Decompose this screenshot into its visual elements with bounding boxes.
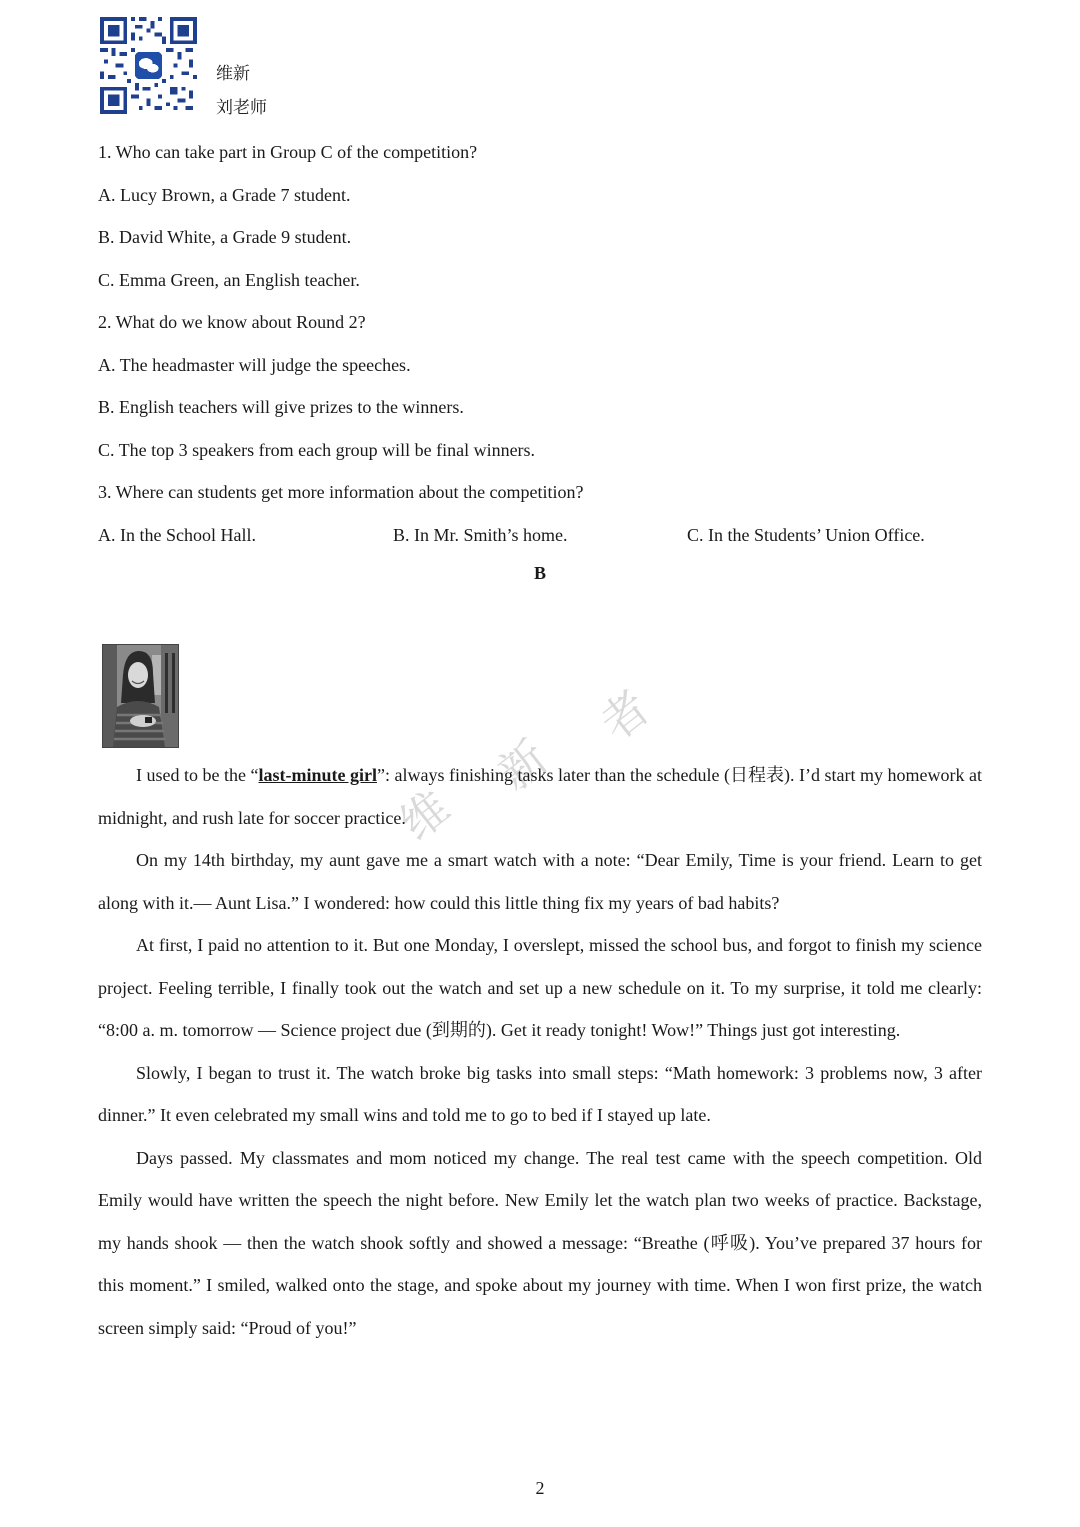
keyword-phrase: last-minute girl — [258, 765, 377, 785]
paragraph-4: Slowly, I began to trust it. The watch broke big tasks into small steps: “Math homework: 3 problems now, 3 after dinner.” It even celebrated my small wins and told me to go to bed if I stayed up late. — [98, 1062, 982, 1125]
section-title: B — [533, 563, 546, 583]
question-2-stem: 2. What do we know about Round 2? — [98, 312, 366, 332]
paragraph-3: At first, I paid no attention to it. But one Monday, I overslept, missed the school bus, and forgot to finish my science project. Feeling terrible, I finally took out the watch and set up a new schedule on it. To my surprise, it told me clearly: “8:00 a. m. tomorrow — Science project due (到期的). Get it ready tonight! Wow!” Things just got interesting. — [98, 935, 982, 1040]
reading-passage — [98, 754, 982, 1349]
question-1-option-b: B. David White, a Grade 9 student. — [98, 227, 352, 247]
question-1-option-a: A. Lucy Brown, a Grade 7 student. — [98, 184, 351, 205]
paragraph-5: Days passed. My classmates and mom noticed my change. The real test came with the speech competition. Old Emily would have written the speech the night before. New Emily let the watch plan two weeks of practice. Backstage, my hands shook — then the watch shook softly and showed a message: “Breathe (呼吸). You’ve prepared 37 hours for this moment.” I smiled, walked onto the stage, and spoke about my journey with time. When I won first prize, the watch screen simply said: “Proud of you!” — [98, 1147, 982, 1338]
girl-photo — [102, 644, 179, 748]
question-3-option-b: B. In Mr. Smith’s home. — [393, 524, 568, 545]
watermark-char: 维 — [390, 779, 460, 851]
paragraph-1-start: I used to be the “ — [136, 765, 259, 785]
watermark-char: 新 — [488, 729, 558, 801]
contact-teacher: 刘老师 — [216, 98, 267, 117]
question-3-option-c: C. In the Students’ Union Office. — [687, 524, 925, 545]
question-2-option-c: C. The top 3 speakers from each group will be final winners. — [98, 439, 536, 460]
qr-code-icon — [100, 17, 197, 114]
question-2-option-a: A. The headmaster will judge the speeches. — [98, 354, 411, 375]
question-2-option-b: B. English teachers will give prizes to the winners. — [98, 397, 464, 417]
paragraph-1-rest: ”: always finishing tasks later than the schedule (日程表). I’d start my homework at midnight, and rush late for soccer practice. — [98, 765, 982, 828]
page-number: 2 — [535, 1478, 545, 1498]
paragraph-1 — [98, 754, 982, 839]
contact-info — [216, 57, 267, 125]
question-3-options — [98, 514, 982, 557]
contact-name: 维新 — [216, 64, 250, 83]
question-block — [98, 131, 982, 556]
question-3-option-a: A. In the School Hall. — [98, 524, 256, 545]
question-1-stem: 1. Who can take part in Group C of the competition? — [98, 142, 478, 162]
question-3-stem: 3. Where can students get more information about the competition? — [98, 482, 584, 502]
question-1-option-c: C. Emma Green, an English teacher. — [98, 269, 360, 290]
paragraph-2: On my 14th birthday, my aunt gave me a smart watch with a note: “Dear Emily, Time is your friend. Learn to get along with it.— Aunt Lisa.” I wondered: how could this little thing fix my years of bad habits? — [98, 850, 982, 913]
watermark-char: 者 — [590, 679, 660, 751]
